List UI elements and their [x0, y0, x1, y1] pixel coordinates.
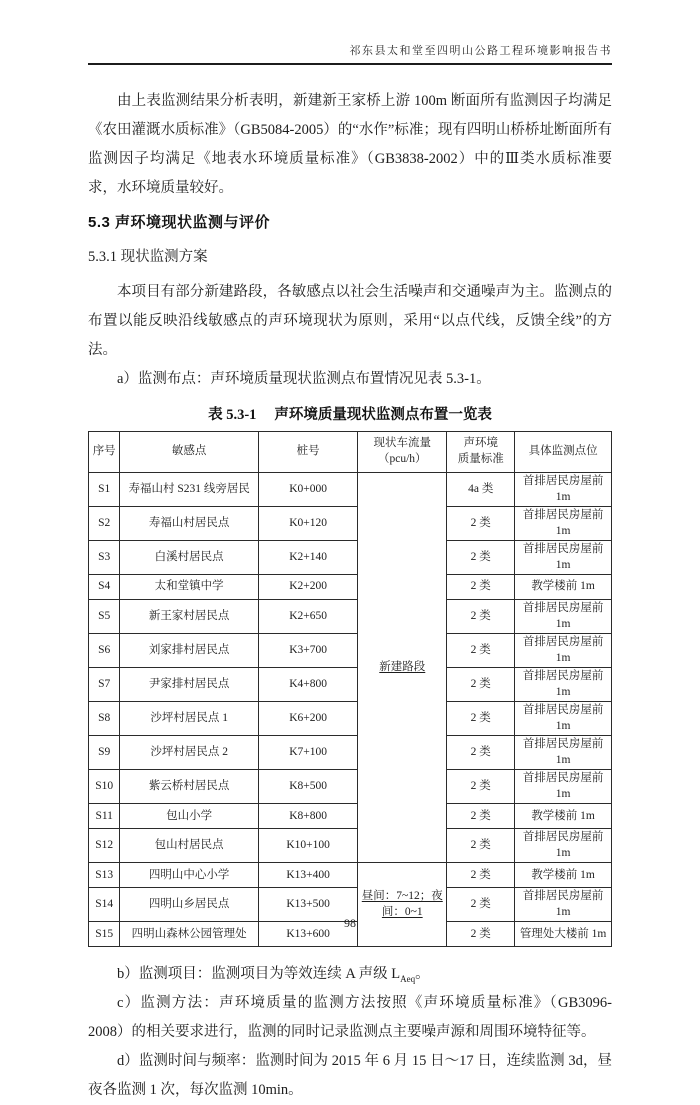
laeq-subscript: Aeq — [400, 974, 416, 985]
cell-stake: K2+140 — [258, 541, 357, 575]
cell-standard: 4a 类 — [447, 473, 515, 507]
cell-standard: 2 类 — [447, 575, 515, 600]
cell-location: 管理处大楼前 1m — [515, 922, 612, 947]
cell-stake: K8+800 — [258, 804, 357, 829]
table-row — [89, 600, 612, 634]
cell-id: S1 — [89, 473, 120, 507]
cell-standard: 2 类 — [447, 600, 515, 634]
table-row — [89, 507, 612, 541]
cell-location: 首排居民房屋前 1m — [515, 770, 612, 804]
item-b-monitoring-project: b）监测项目：监测项目为等效连续 A 声级 $L_{Aeq}$。 — [117, 966, 430, 985]
cell-point: 包山小学 — [120, 804, 259, 829]
cell-location: 首排居民房屋前 1m — [515, 736, 612, 770]
cell-id: S3 — [89, 541, 120, 575]
table-row — [89, 702, 612, 736]
noise-monitoring-table — [88, 431, 612, 947]
cell-standard: 2 类 — [447, 541, 515, 575]
cell-stake: K0+120 — [258, 507, 357, 541]
cell-stake: K10+100 — [258, 829, 357, 863]
cell-point: 尹家排村居民点 — [120, 668, 259, 702]
cell-point: 白溪村居民点 — [120, 541, 259, 575]
cell-standard: 2 类 — [447, 863, 515, 888]
cell-id: S8 — [89, 702, 120, 736]
table-caption-label: 表 5.3-1 — [208, 407, 257, 423]
paragraph-water-quality: 由上表监测结果分析表明，新建新王家桥上游 100m 断面所有监测因子均满足《农田灌溉水质标准》（GB5084-2005）的“水作”标准；现有四明山桥桥址断面所有监测因子均满足《地表水环境质量标准》（GB3838-2002）中的Ⅲ类水质标准要求，水环境质量较好。 — [88, 93, 612, 196]
cell-id: S2 — [89, 507, 120, 541]
cell-traffic-hours: 昼间：7~12；夜间：0~1 — [358, 863, 447, 947]
report-title: 祁东县太和堂至四明山公路工程环境影响报告书 — [349, 45, 612, 57]
paragraph-monitoring-intro: 本项目有部分新建路段，各敏感点以社会生活噪声和交通噪声为主。监测点的布置以能反映沿线敏感点的声环境现状为原则，采用“以点代线，反馈全线”的方法。 — [88, 284, 612, 358]
table-caption — [88, 403, 612, 424]
cell-id: S12 — [89, 829, 120, 863]
cell-stake: K4+800 — [258, 668, 357, 702]
cell-location: 首排居民房屋前 1m — [515, 702, 612, 736]
cell-point: 包山村居民点 — [120, 829, 259, 863]
cell-stake: K2+200 — [258, 575, 357, 600]
col-header-standard: 声环境 质量标准 — [447, 432, 515, 473]
cell-location: 首排居民房屋前 1m — [515, 668, 612, 702]
cell-stake: K3+700 — [258, 634, 357, 668]
cell-id: S14 — [89, 888, 120, 922]
cell-location: 首排居民房屋前 1m — [515, 634, 612, 668]
col-header-traffic: 现状车流量 （pcu/h） — [358, 432, 447, 473]
cell-standard: 2 类 — [447, 922, 515, 947]
table-row — [89, 863, 612, 888]
cell-point: 新王家村居民点 — [120, 600, 259, 634]
cell-stake: K13+400 — [258, 863, 357, 888]
cell-point: 太和堂镇中学 — [120, 575, 259, 600]
cell-location: 首排居民房屋前 1m — [515, 473, 612, 507]
table-row — [89, 736, 612, 770]
cell-standard: 2 类 — [447, 668, 515, 702]
cell-stake: K7+100 — [258, 736, 357, 770]
cell-standard: 2 类 — [447, 736, 515, 770]
cell-id: S9 — [89, 736, 120, 770]
cell-stake: K0+000 — [258, 473, 357, 507]
cell-location: 首排居民房屋前 1m — [515, 541, 612, 575]
table-header-row — [89, 432, 612, 473]
cell-standard: 2 类 — [447, 634, 515, 668]
cell-id: S5 — [89, 600, 120, 634]
cell-location: 首排居民房屋前 1m — [515, 600, 612, 634]
cell-location: 首排居民房屋前 1m — [515, 888, 612, 922]
item-a-monitoring-points: a）监测布点：声环境质量现状监测点布置情况见表 5.3-1。 — [117, 371, 491, 387]
cell-location: 首排居民房屋前 1m — [515, 829, 612, 863]
table-row — [89, 473, 612, 507]
cell-point: 四明山中心小学 — [120, 863, 259, 888]
table-caption-text: 声环境质量现状监测点布置一览表 — [274, 407, 492, 423]
cell-standard: 2 类 — [447, 829, 515, 863]
cell-point: 四明山乡居民点 — [120, 888, 259, 922]
cell-id: S13 — [89, 863, 120, 888]
cell-stake: K6+200 — [258, 702, 357, 736]
table-row — [89, 634, 612, 668]
cell-point: 沙坪村居民点 2 — [120, 736, 259, 770]
cell-stake: K13+500 — [258, 888, 357, 922]
cell-point: 寿福山村 S231 线旁居民 — [120, 473, 259, 507]
table-row — [89, 804, 612, 829]
cell-standard: 2 类 — [447, 507, 515, 541]
page-number: 98 — [344, 916, 356, 930]
cell-traffic-new-section: 新建路段 — [358, 473, 447, 863]
cell-standard: 2 类 — [447, 888, 515, 922]
cell-id: S11 — [89, 804, 120, 829]
cell-location: 教学楼前 1m — [515, 575, 612, 600]
cell-stake: K8+500 — [258, 770, 357, 804]
cell-id: S7 — [89, 668, 120, 702]
item-c-monitoring-method: c）监测方法：声环境质量的监测方法按照《声环境质量标准》（GB3096-2008）的相关要求进行，监测的同时记录监测点主要噪声源和周围环境特征等。 — [88, 995, 612, 1041]
cell-stake: K13+600 — [258, 922, 357, 947]
section-heading-5-3: 5.3 声环境现状监测与评价 — [88, 214, 271, 231]
cell-id: S4 — [89, 575, 120, 600]
table-row — [89, 770, 612, 804]
table-row — [89, 541, 612, 575]
cell-id: S6 — [89, 634, 120, 668]
cell-standard: 2 类 — [447, 804, 515, 829]
item-d-monitoring-time: d）监测时间与频率：监测时间为 2015 年 6 月 15 日～17 日，连续监测 3d，昼夜各监测 1 次，每次监测 10min。 — [88, 1053, 612, 1099]
running-header — [88, 0, 612, 65]
cell-stake: K2+650 — [258, 600, 357, 634]
cell-point: 寿福山村居民点 — [120, 507, 259, 541]
table-row — [89, 829, 612, 863]
cell-id: S10 — [89, 770, 120, 804]
cell-standard: 2 类 — [447, 770, 515, 804]
cell-id: S15 — [89, 922, 120, 947]
cell-point: 紫云桥村居民点 — [120, 770, 259, 804]
cell-point: 四明山森林公园管理处 — [120, 922, 259, 947]
cell-standard: 2 类 — [447, 702, 515, 736]
cell-location: 首排居民房屋前 1m — [515, 507, 612, 541]
cell-location: 教学楼前 1m — [515, 804, 612, 829]
cell-location: 教学楼前 1m — [515, 863, 612, 888]
col-header-stake: 桩号 — [258, 432, 357, 473]
cell-point: 沙坪村居民点 1 — [120, 702, 259, 736]
cell-point: 刘家排村居民点 — [120, 634, 259, 668]
col-header-sensitive-point: 敏感点 — [120, 432, 259, 473]
col-header-serial: 序号 — [89, 432, 120, 473]
col-header-location: 具体监测点位 — [515, 432, 612, 473]
table-row — [89, 668, 612, 702]
section-heading-5-3-1: 5.3.1 现状监测方案 — [88, 249, 208, 265]
table-row — [89, 575, 612, 600]
